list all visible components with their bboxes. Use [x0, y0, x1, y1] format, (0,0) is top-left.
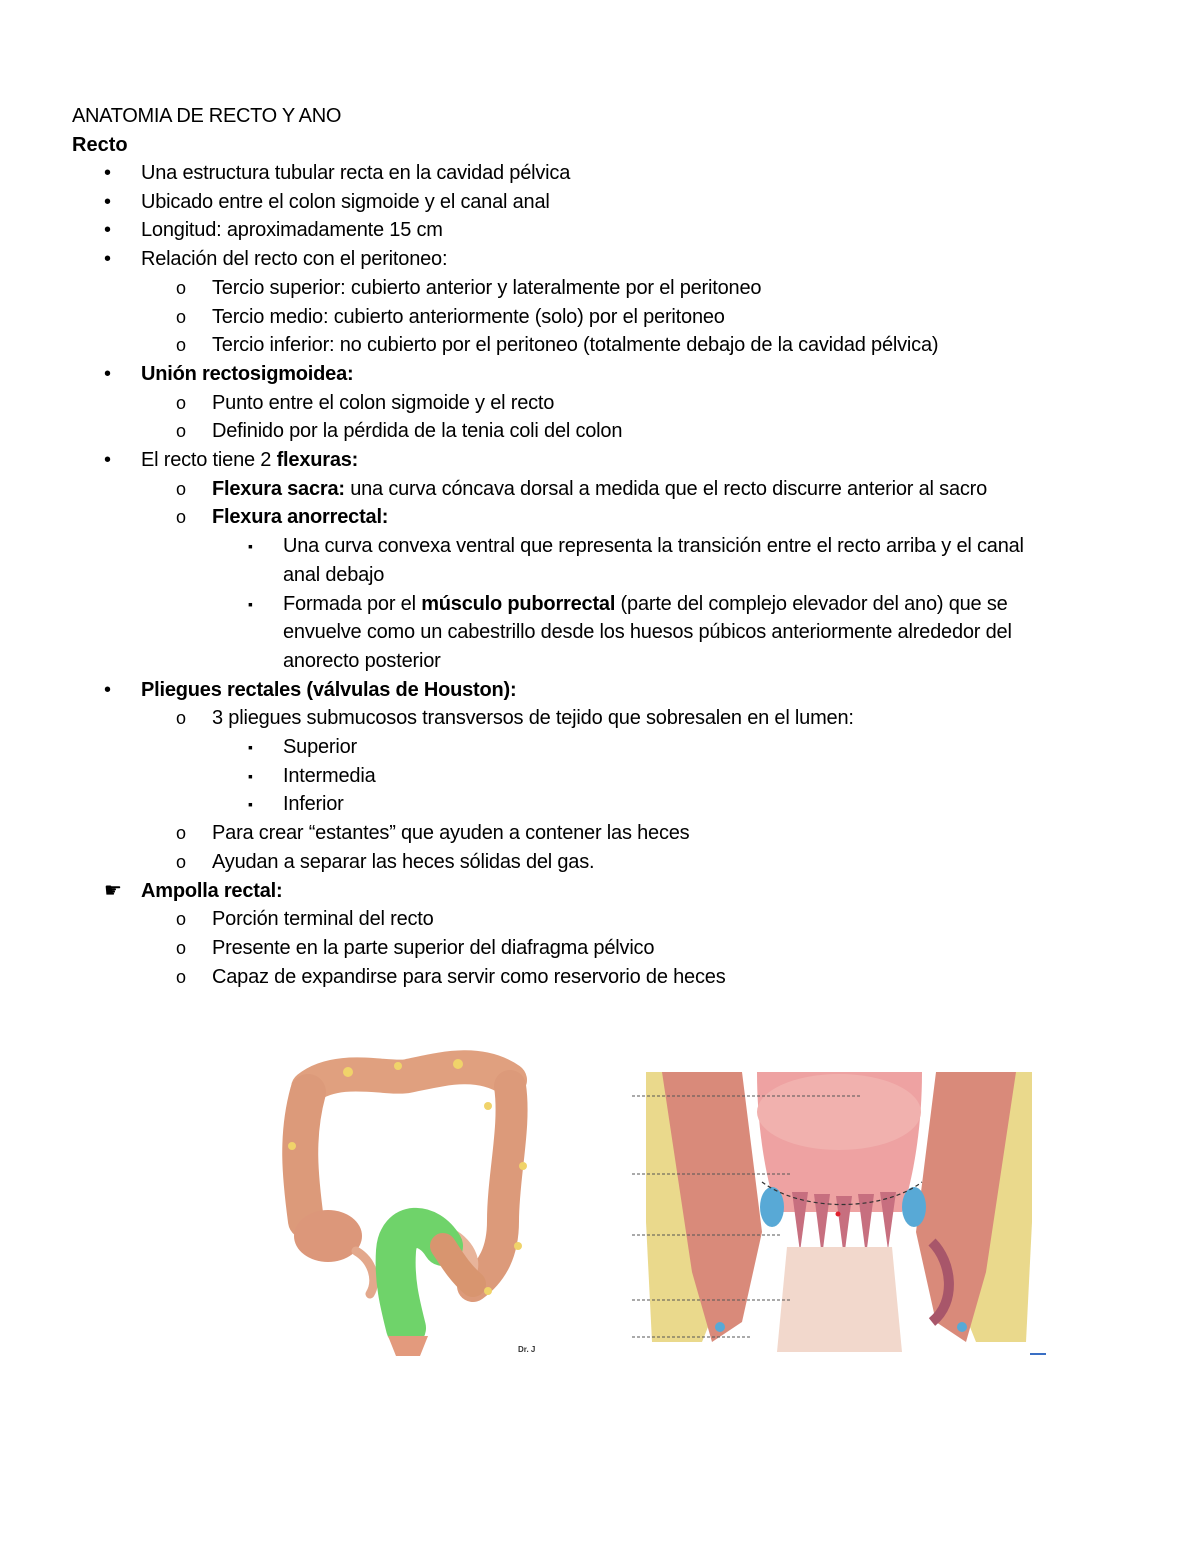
text-run: anorecto posterior: [283, 650, 441, 672]
document-title: ANATOMIA DE RECTO Y ANO: [72, 105, 342, 127]
bullet-marker: •: [104, 248, 112, 270]
bullet-item: [141, 188, 550, 216]
text-run: Ayudan a separar las heces sólidas del gas.: [212, 851, 595, 873]
circle-bullet-marker: o: [176, 967, 187, 987]
text-run: Tercio superior: cubierto anterior y lateralmente por el peritoneo: [212, 277, 762, 299]
text-run: Porción terminal del recto: [212, 908, 434, 930]
text-run: Longitud: aproximadamente 15 cm: [141, 219, 443, 241]
sub-sub-item: [283, 647, 441, 675]
square-bullet-marker: ▪: [248, 538, 253, 554]
circle-bullet-marker: o: [176, 708, 187, 728]
text-run: Presente en la parte superior del diafragma pélvico: [212, 937, 655, 959]
circle-bullet-marker: o: [176, 852, 187, 872]
square-bullet-marker: ▪: [248, 796, 253, 812]
circle-bullet-marker: o: [176, 938, 187, 958]
bold-text: Flexura sacra:: [212, 478, 345, 500]
text-run: Punto entre el colon sigmoide y el recto: [212, 392, 555, 414]
bullet-item: [141, 446, 358, 474]
sub-item: [212, 848, 594, 876]
cecum: [294, 1210, 362, 1262]
rectal-lumen: [757, 1074, 921, 1150]
ascending-colon: [300, 1092, 308, 1221]
text-run: anal debajo: [283, 564, 385, 586]
sub-item: [212, 819, 689, 847]
circle-bullet-marker: o: [176, 507, 187, 527]
bold-text: flexuras:: [276, 449, 359, 471]
text-run: Ubicado entre el colon sigmoide y el canal anal: [141, 191, 550, 213]
bullet-marker: •: [104, 679, 112, 701]
sub-item: [212, 331, 938, 359]
bullet-marker: •: [104, 449, 112, 471]
bold-text: Unión rectosigmoidea:: [141, 363, 354, 385]
marker-dot: [836, 1212, 841, 1217]
bullet-item: [141, 676, 516, 704]
text-run: una curva cóncava dorsal a medida que el recto discurre anterior al sacro: [344, 478, 988, 500]
text-run: Intermedia: [283, 765, 376, 787]
circle-bullet-marker: o: [176, 393, 187, 413]
sub-sub-item: [283, 790, 344, 818]
sub-item: [212, 503, 388, 531]
square-bullet-marker: ▪: [248, 768, 253, 784]
circle-bullet-marker: o: [176, 335, 187, 355]
transverse-colon: [308, 1067, 510, 1088]
sub-sub-item: [283, 762, 376, 790]
circle-bullet-marker: o: [176, 307, 187, 327]
text-run: Capaz de expandirse para servir como reservorio de heces: [212, 966, 726, 988]
sub-item: [212, 704, 854, 732]
circle-bullet-marker: o: [176, 421, 187, 441]
text-run: envuelve como un cabestrillo desde los huesos púbicos anteriormente alrededor del: [283, 621, 1012, 643]
circle-bullet-marker: o: [176, 823, 187, 843]
text-run: Una estructura tubular recta en la cavidad pélvica: [141, 162, 571, 184]
anorectum-section-illustration: [632, 1072, 1046, 1362]
sub-item: [212, 417, 622, 445]
sub-sub-item: [283, 532, 1024, 560]
text-run: Definido por la pérdida de la tenia coli del colon: [212, 420, 623, 442]
text-run: 3 pliegues submucosos transversos de tejido que sobresalen en el lumen:: [212, 707, 854, 729]
sub-item: [212, 303, 725, 331]
circle-bullet-marker: o: [176, 479, 187, 499]
section-heading-recto: Recto: [72, 134, 128, 156]
bullet-item: [141, 360, 354, 388]
bold-text: músculo puborrectal: [421, 593, 616, 615]
text-run: Para crear “estantes” que ayuden a contener las heces: [212, 822, 690, 844]
text-run: Una curva convexa ventral que representa la transición entre el recto arriba y el canal: [283, 535, 1024, 557]
sub-item: [212, 389, 554, 417]
text-run: (parte del complejo elevador del ano) que se: [615, 593, 1008, 615]
sub-sub-item: [283, 618, 1012, 646]
bullet-item: [141, 216, 443, 244]
anal-canal-lower: [777, 1247, 902, 1352]
bold-text: Flexura anorrectal:: [212, 506, 389, 528]
sub-item: [212, 963, 726, 991]
bullet-item: [141, 877, 282, 905]
bullet-marker: •: [104, 363, 112, 385]
bullet-marker: ☛: [104, 880, 122, 902]
colon-illustration: [278, 1046, 538, 1358]
text-run: Tercio medio: cubierto anteriormente (solo) por el peritoneo: [212, 306, 725, 328]
sub-sub-item: [283, 733, 357, 761]
sub-item: [212, 934, 654, 962]
sub-item: [212, 274, 761, 302]
square-bullet-marker: ▪: [248, 739, 253, 755]
circle-bullet-marker: o: [176, 909, 187, 929]
bullet-marker: •: [104, 219, 112, 241]
sub-item: [212, 475, 987, 503]
bullet-marker: •: [104, 162, 112, 184]
text-run: Superior: [283, 736, 357, 758]
sub-sub-item: [283, 590, 1008, 618]
bullet-item: [141, 245, 447, 273]
square-bullet-marker: ▪: [248, 596, 253, 612]
bold-text: Ampolla rectal:: [141, 880, 283, 902]
bullet-item: [141, 159, 570, 187]
text-run: Relación del recto con el peritoneo:: [141, 248, 448, 270]
sub-item: [212, 905, 434, 933]
colon-figure-credit: Dr. J: [518, 1345, 536, 1354]
circle-bullet-marker: o: [176, 278, 187, 298]
bullet-marker: •: [104, 191, 112, 213]
text-run: Inferior: [283, 793, 344, 815]
text-run: Tercio inferior: no cubierto por el peritoneo (totalmente debajo de la cavidad pélvica): [212, 334, 939, 356]
text-run: El recto tiene 2: [141, 449, 277, 471]
bold-text: Pliegues rectales (válvulas de Houston):: [141, 679, 517, 701]
sub-sub-item: [283, 561, 384, 589]
text-run: Formada por el: [283, 593, 422, 615]
